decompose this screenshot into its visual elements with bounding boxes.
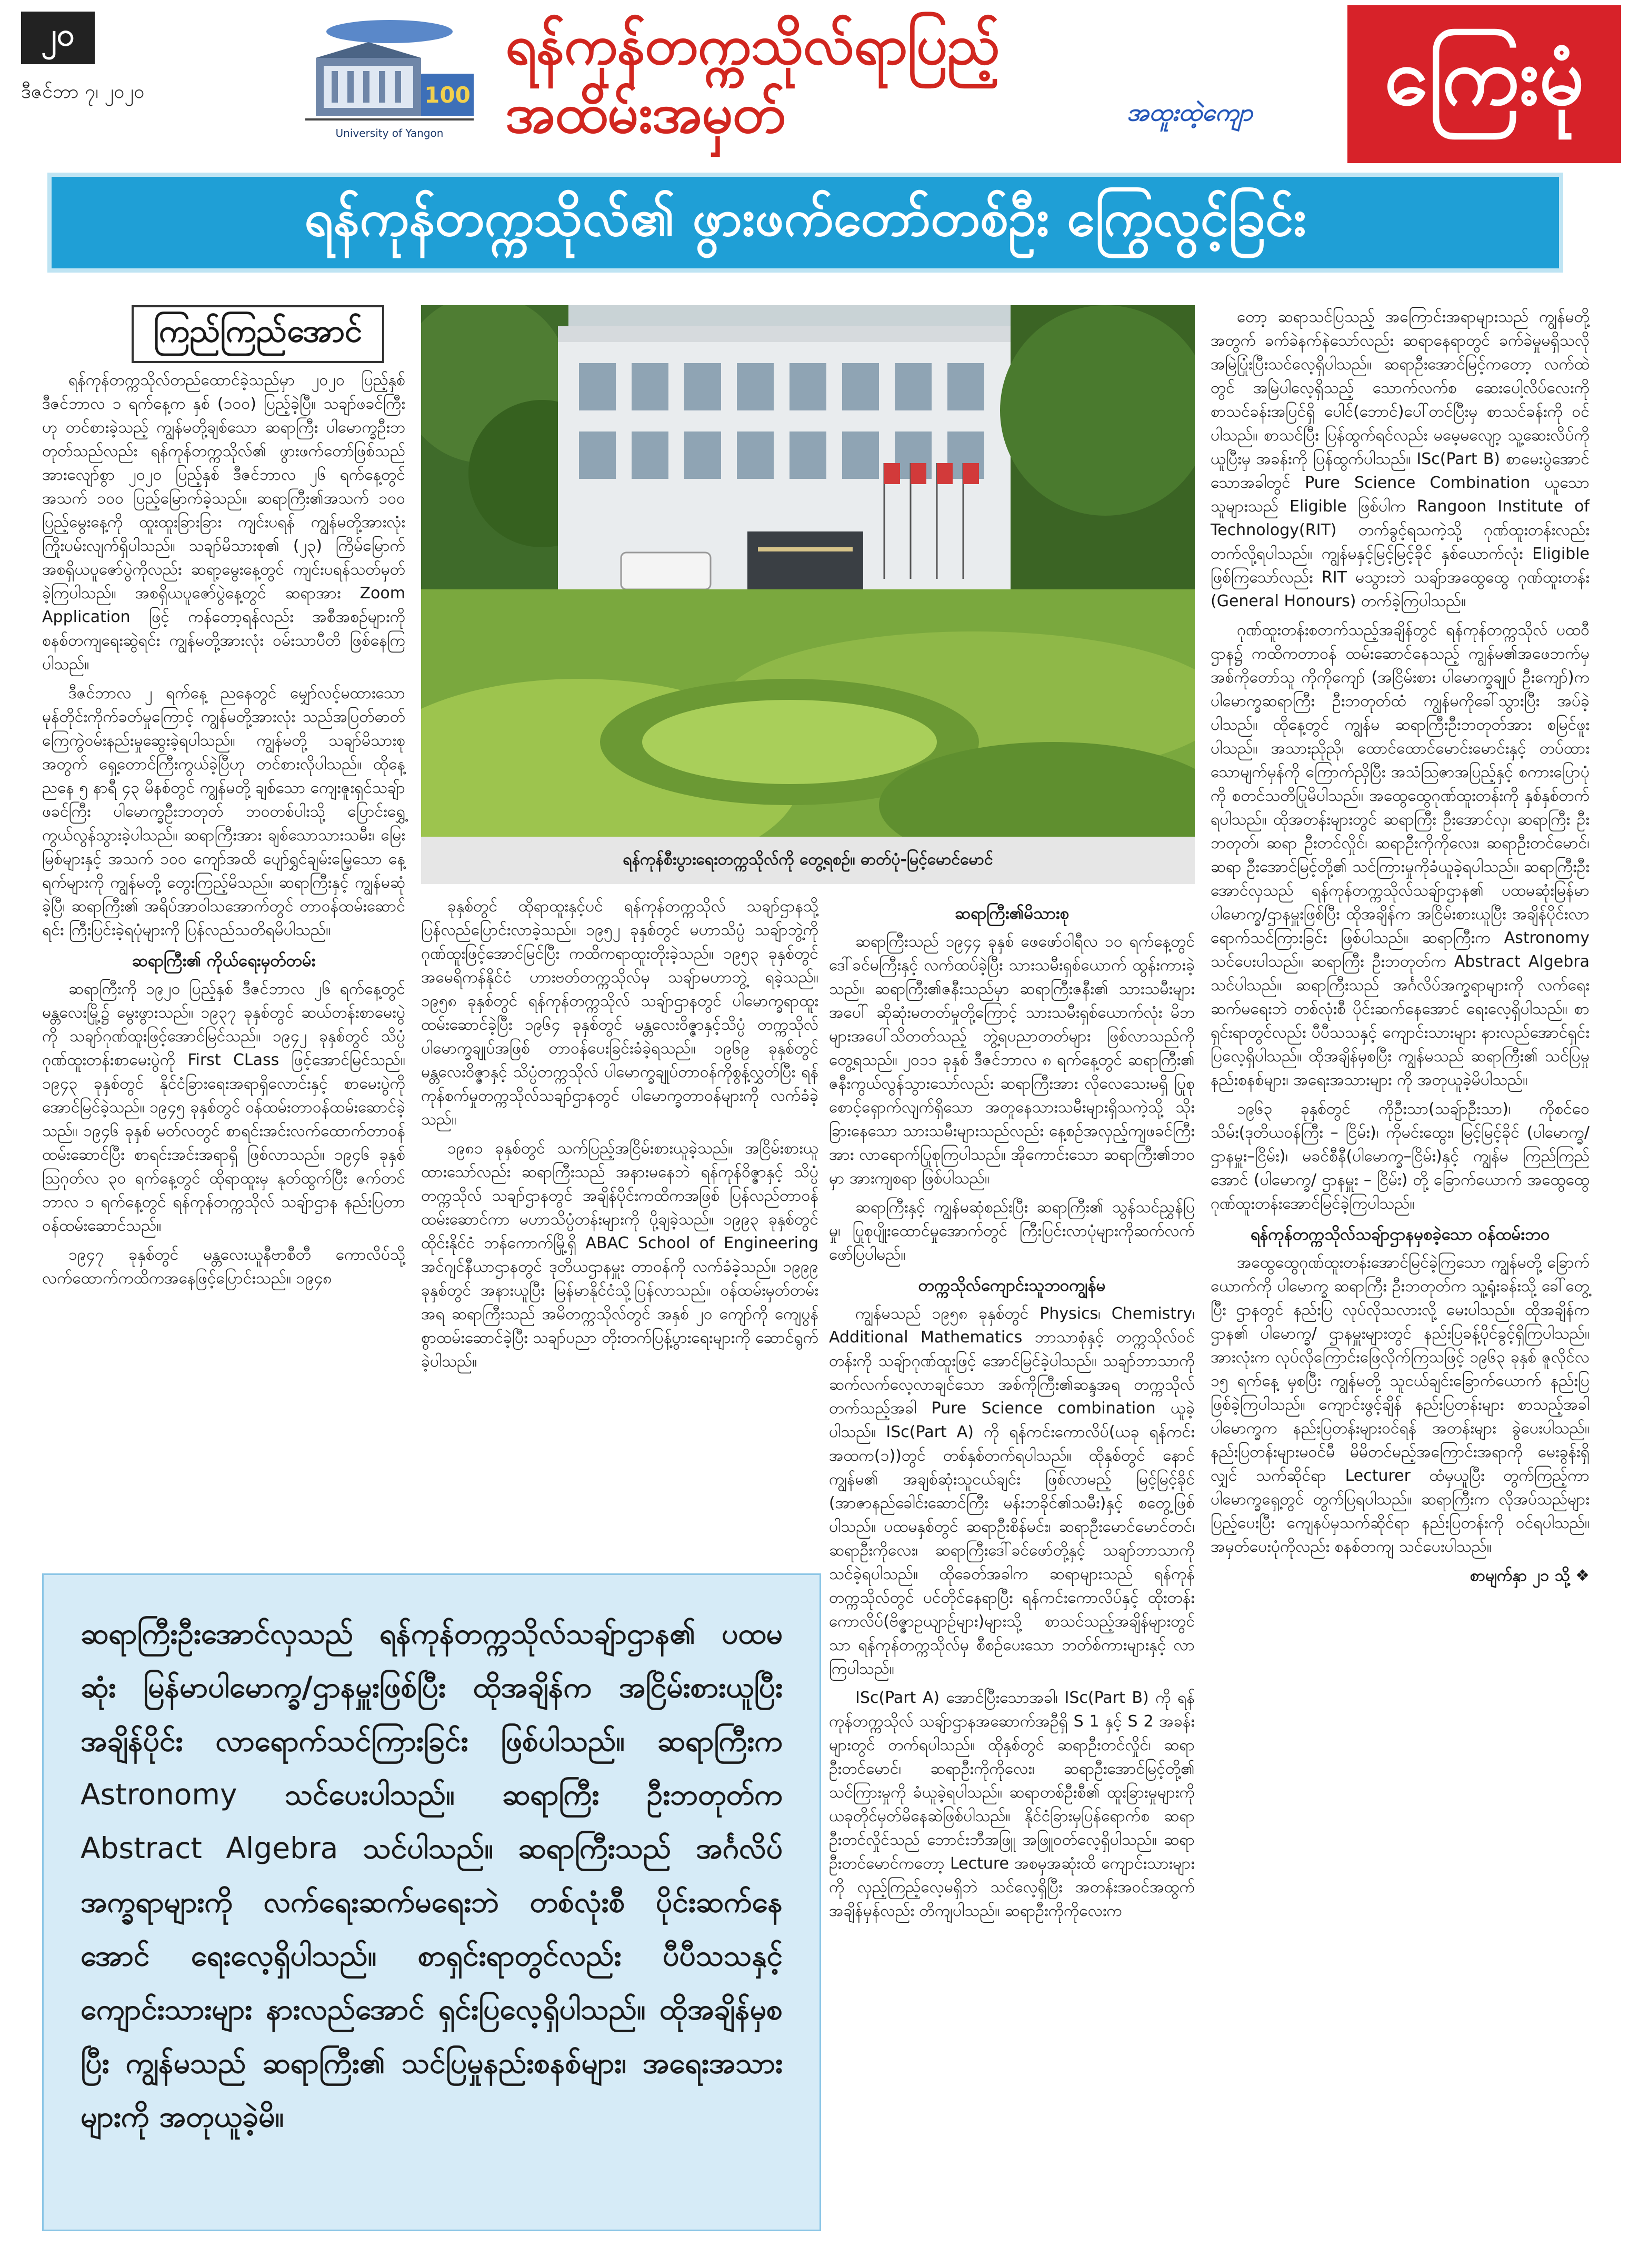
article-headline: ရန်ကုန်တက္ကသိုလ်၏ ဖွားဖက်တော်တစ်ဦး ကြွေလွင့်ခြင်း [47, 173, 1563, 273]
issue-date: ဒီဇင်ဘာ ၇၊ ၂၀၂၀ [21, 81, 145, 103]
body-paragraph: ရန်ကုန်တက္ကသိုလ်တည်ထောင်ခဲ့သည်မှာ ၂၀၂၀ ပြည့်နှစ် ဒီဇင်ဘာလ ၁ ရက်နေ့က နှစ် (၁၀၀) ပြည့်ခဲ့ပြီ။ သချာ်ဖခင်ကြီးဟု တင်စားခဲ့သည့် ကျွန်မတို့ချစ်သော ဆရာကြီး ပါမောက္ခဦးဘတုတ်သည်လည်း ရန်ကုန်တက္ကသိုလ်၏ ဖွားဖက်တော်ဖြစ်သည်အားလျော်စွာ ၂၀၂၀ ပြည့်နှစ် ဒီဇင်ဘာလ ၂၆ ရက်နေ့တွင် အသက် ၁၀၀ ပြည့်မြောက်ခဲ့သည်။ ဆရာကြီး၏အသက် ၁၀၀ ပြည့်မွေးနေ့ကို ထူးထူးခြားခြား ကျင်းပရန် ကျွန်မတို့အားလုံးကြိုးပမ်းလျက်ရှိပါသည်။ သချာ်မိသားစု၏ (၂၃) ကြိမ်မြောက် အစရှိယပူဇော်ပွဲကိုလည်း ဆရာ့မွေးနေ့တွင် ကျင်းပရန်သတ်မှတ်ခဲ့ကြပါသည်။ အစရှိယပူဇော်ပွဲနေ့တွင် ဆရာအား Zoom Application ဖြင့် ကန်တော့ရန်လည်း အစီအစဉ်များကို စနစ်တကျရေးဆွဲရင်း ကျွန်မတို့အားလုံး ဝမ်းသာပီတိ ဖြစ်နေကြပါသည်။ [42, 371, 405, 674]
section-heading: ဆရာကြီး၏ ကိုယ်ရေးမှတ်တမ်း [132, 951, 316, 970]
page-number: ၂၀ [21, 12, 95, 64]
newspaper-brand-logo: ကြေးမုံ [1347, 5, 1621, 163]
article-column-1 [42, 368, 405, 1296]
pull-quote-term: Abstract Algebra [81, 1831, 338, 1865]
pull-quote-text: သင်ပေးပါသည်။ ဆရာကြီး ဦးဘတုတ်က [284, 1778, 783, 1811]
body-paragraph: ၁၉၄၇ ခုနှစ်တွင် မန္တလေးယူနီဗာစီတီ ကောလိပ်သို့ လက်ထောက်ကထိကအနေဖြင့်ပြောင်းသည်။ ၁၉၄၈ [42, 1246, 405, 1288]
photo-caption: ရန်ကုန်စီးပွားရေးတက္ကသိုလ်ကို တွေ့ရစဉ်။ ဓာတ်ပုံ-မြင့်မောင်မောင် [421, 837, 1195, 884]
article-column-3 [829, 895, 1195, 1928]
masthead-title: ရန်ကုန်တက္ကသိုလ်ရာပြည့်အထိမ်းအမှတ် [505, 13, 1000, 145]
pull-quote-text: ဆရာကြီးဦးအောင်လှသည် ရန်ကုန်တက္ကသိုလ်သချ်ာဌာန၏ ပထမဆုံး မြန်မာပါမောက္ခ/ဌာနမှူးဖြစ်ပြီး ထိုအချိန်က အငြိမ်းစားယူပြီး အချိန်ပိုင်း လာရောက်သင်ကြားခြင်း ဖြစ်ပါသည်။ ဆရာကြီးက [81, 1617, 783, 1758]
pull-quote-term: Astronomy [81, 1778, 237, 1811]
body-paragraph: ခုနှစ်တွင် ထိုရာထူးနှင့်ပင် ရန်ကုန်တက္ကသိုလ် သချာ်ဌာနသို့ပြန်လည်ပြောင်းလာခဲ့သည်။ ၁၉၅၂ ခုနှစ်တွင် မဟာသိပ္ပံ သချ်ာဘွဲ့ကို ဂုဏ်ထူးဖြင့်အောင်မြင်ပြီး ကထိကရာထူးတိုးခဲ့သည်။ ၁၉၅၃ ခုနှစ်တွင် အမေရိကန်နိုင်ငံ ဟားဗတ်တက္ကသိုလ်မှ သချ်ာမဟာဘွဲ့ ရခဲ့သည်။ ၁၉၅၈ ခုနှစ်တွင် ရန်ကုန်တက္ကသိုလ် သချ်ာဌာနတွင် ပါမောက္ခရာထူး ထမ်းဆောင်ခဲ့ပြီး ၁၉၆၄ ခုနှစ်တွင် မန္တလေးဝိဇ္ဇာနှင့်သိပ္ပံ တက္ကသိုလ် ပါမောက္ခချုပ်အဖြစ် တာဝန်ပေးခြင်းခံခဲ့ရသည်။ ၁၉၆၉ ခုနှစ်တွင် မန္တလေးဝိဇ္ဇာနှင့် သိပ္ပံတက္ကသိုလ် ပါမောက္ခချုပ်တာဝန်ကိုစွန့်လွှတ်ပြီး ရန်ကုန်စက်မှုတက္ကသိုလ်သချာ်ဌာနတွင် ပါမောက္ခတာဝန်များကို လက်ခံခဲ့သည်။ [421, 897, 818, 1129]
body-paragraph: ဆရာကြီးကို ၁၉၂၀ ပြည့်နှစ် ဒီဇင်ဘာလ ၂၆ ရက်နေ့တွင် မန္တလေးမြို့၌ မွေးဖွားသည်။ ၁၉၃၇ ခုနှစ်တွင် ဆယ်တန်းစာမေးပွဲကို သချာ်ဂုဏ်ထူးဖြင့်အောင်မြင်သည်။ ၁၉၄၂ ခုနှစ်တွင် သိပ္ပံဂုဏ်ထူးတန်းစာမေးပွဲကို First CLass ဖြင့်အောင်မြင်သည်။ ၁၉၄၃ ခုနှစ်တွင် နိုင်ငံခြားရေးအရာရှိလောင်းနှင့် စာမေးပွဲကို အောင်မြင်ခဲ့သည်။ ၁၉၄၅ ခုနှစ်တွင် ဝန်ထမ်းတာဝန်ထမ်းဆောင်ခဲ့သည်။ ၁၉၄၆ ခုနှစ် မတ်လတွင် စာရင်းအင်းလက်ထောက်တာဝန် ထမ်းဆောင်ပြီး စာရင်းအင်းအရာရှိ ဖြစ်လာသည်။ ၁၉၄၆ ခုနှစ် ဩဂုတ်လ ၃၀ ရက်နေ့တွင် ထိုရာထူးမှ နုတ်ထွက်ပြီး ဇက်တင်ဘာလ ၁ ရက်နေ့တွင် ရန်ကုန်တက္ကသိုလ် သချ်ာဌာန နည်းပြတာဝန်ထမ်းဆောင်သည်။ [42, 980, 405, 1235]
body-paragraph: ဒီဇင်ဘာလ ၂ ရက်နေ့ ညနေတွင် မျှော်လင့်မထားသော မုန်တိုင်းကိုက်ခတ်မှုကြောင့် ကျွန်မတို့အားလုံး သည်အပြတ်ဓာတ် ကြေကွဲဝမ်းနည်းမှုဆွေးခဲ့ရပါသည်။ ကျွန်မတို့ သချာ်မိသားစုအတွက် ရှေ့တောင်ကြီးကွယ်ခဲ့ပြီဟု တင်စားလိုပါသည်။ ထိုနေ့ ညနေ ၅ နာရီ ၄၃ မိနစ်တွင် ကျွန်မတို့ ချစ်သော ကျေးဇူးရှင်သချ်ာဖခင်ကြီး ပါမောက္ခဦးဘတုတ် ဘဝတစ်ပါးသို့ ပြောင်းရွှေ့ကွယ်လွန်သွားခဲ့ပါသည်။ ဆရာကြီးအား ချစ်သောသားသမီး၊ မြေးမြစ်များနှင့် အသက် ၁၀၀ ကျော်အထိ ပျော်ရွှင်ချမ်းမြေ့သော နေ့ရက်များကို ကျွန်မတို့ တွေးကြည့်မိသည်။ ဆရာကြီးနှင့် ကျွန်မဆုံခဲ့ပြီ၊ ဆရာကြီး၏ အရိပ်အာဝါသအောက်တွင် တာဝန်ထမ်းဆောင်ရင်း ကြီးပြင်းခဲ့ရပုံများကို ပြန်လည်သတိရမိပါသည်။ [42, 684, 405, 939]
body-paragraph: ဆရာကြီးသည် ၁၉၄၄ ခုနှစ် ဖေဖော်ဝါရီလ ၁၀ ရက်နေ့တွင် ဒေါ်ခင်မကြီးနှင့် လက်ထပ်ခဲ့ပြီး သားသမီးရှစ်ယောက် ထွန်းကားခဲ့သည်။ ဆရာကြီး၏ဇနီးသည်မှာ ဆရာကြီးဇနီး၏ သားသမီးများအပေါ် ဆိုဆုံးမတတ်မှုတို့ကြောင့် သားသမီးရှစ်ယောက်လုံး မိဘများအပေါ်သိတတ်သည့် ဘွဲ့ရပညာတတ်များ ဖြစ်လာသည်ကို တွေ့ရသည်။ ၂၀၁၁ ခုနှစ် ဒီဇင်ဘာလ ၈ ရက်နေ့တွင် ဆရာကြီး၏ ဇနီးကွယ်လွန်သွားသော်လည်း ဆရာကြီးအား လိုလေသေးမရှိ ပြုစုစောင့်ရှောက်လျက်ရှိသော အတူနေသားသမီးများရှိသကဲ့သို့ သိုးခြားနေသော သားသမီးများသည်လည်း နေ့စဉ်အလှည့်ကျဖခင်ကြီးအား လာရောက်ပြုစုကြပါသည်။ အိုကောင်းသော ဆရာကြီး၏ဘဝမှာ အားကျစရာ ဖြစ်ပါသည်။ [829, 932, 1195, 1188]
section-heading: ဆရာကြီး၏မိသားစု [954, 904, 1070, 923]
article-column-2 [421, 895, 818, 1379]
pull-quote-text: သင်ပါသည်။ ဆရာကြီးသည် အင်္ဂလိပ်အက္ခရာများကို လက်ရေးဆက်မရေးဘဲ တစ်လုံးစီ ပိုင်းဆက်နေအောင် ရေးလေ့ရှိပါသည်။ စာရှင်းရာတွင်လည်း ပီပီသသနှင့် ကျောင်းသားများ နားလည်အောင် ရှင်းပြလေ့ရှိပါသည်။ ထိုအချိန်မှစပြီး ကျွန်မသည် ဆရာကြီး၏ သင်ပြမှုနည်းစနစ်များ၊ အရေးအသားများကို အတုယူခဲ့မိ။ [81, 1831, 783, 2133]
author-byline: ကြည်ကြည်အောင် [132, 305, 384, 363]
body-paragraph: ကျွန်မသည် ၁၉၅၈ ခုနှစ်တွင် Physics၊ Chemistry၊ Additional Mathematics ဘာသာစုံနှင့် တက္ကသိုလ်ဝင်တန်းကို သချ်ာဂုဏ်ထူးဖြင့် အောင်မြင်ခဲ့ပါသည်။ သချာ်ဘာသာကို ဆက်လက်လေ့လာချင်သော အစ်ကိုကြီး၏ဆန္ဒအရ တက္ကသိုလ်တက်သည့်အခါ Pure Science combination ယူခဲ့ပါသည်။ ISc(Part A) ကို ရန်ကင်းကောလိပ်(ယခု ရန်ကင်းအထက(၁))တွင် တစ်နှစ်တက်ရပါသည်။ ထိုနှစ်တွင် နောင်ကျွန်မ၏ အချစ်ဆုံးသူငယ်ချင်း ဖြစ်လာမည့် မြင့်မြင့်ခိုင် (အာဇာနည်ခေါင်းဆောင်ကြီး မန်းဘခိုင်၏သမီး)နှင့် စတွေ့ဖြစ်ပါသည်။ ပထမနှစ်တွင် ဆရာဦးစိန်မင်း၊ ဆရာဦးမောင်မောင်တင်၊ ဆရာဦးကိုလေး၊ ဆရာကြီးဒေါ်ခင်ဖော်တို့နှင့် သချာ်ဘာသာကို သင်ခဲ့ရပါသည်။ ထိုခေတ်အခါက ဆရာများသည် ရန်ကုန်တက္ကသိုလ်တွင် ပင်တိုင်နေရာပြီး ရန်ကင်းကောလိပ်နှင့် ထိုးတန်းကောလိပ်(ဗိဇ္ဇာဥယျာဉ်များ)များသို့ စာသင်သည့်အချိန်များတွင်သာ ရန်ကုန်တက္ကသိုလ်မှ စီစဉ်ပေးသော ဘတ်စ်ကားများနှင့် လာကြပါသည်။ [829, 1304, 1195, 1678]
campus-building-image [421, 305, 1195, 837]
pull-quote [42, 1573, 821, 2231]
body-paragraph: ၁၉၆၃ ခုနှစ်တွင် ကိုဦးသာ(သချ်ာဦးသာ)၊ ကိုစင်ဝေသိမ်း(ဒုတိယဝန်ကြီး – ငြိမ်း)၊ ကိုမင်းထွေး၊ မြင့်မြင့်ခိုင် (ပါမောက္ခ/ဌာနမှူး–ငြိမ်း)၊ မခင်စီနီ(ပါမောက္ခ–ငြိမ်း)နှင့် ကျွန်မ ကြည်ကြည်အောင် (ပါမောက္ခ/ ဌာနမှူး – ငြိမ်း) တို့ ခြောက်ယောက် အထွေထွေဂုဏ်ထူးတန်းအောင်မြင်ခဲ့ကြပါသည်။ [1211, 1100, 1590, 1213]
university-building-icon [295, 11, 484, 153]
body-paragraph: ဆရာကြီးနှင့် ကျွန်မဆုံစည်းပြီး ဆရာကြီး၏ သွန်သင်ညွှန်ပြမှု၊ ပြုစုပျိုးထောင်မှုအောက်တွင် ကြီးပြင်းလာပုံများကိုဆက်လက်ဖော်ပြပါမည်။ [829, 1198, 1195, 1264]
section-heading: ရန်ကုန်တက္ကသိုလ်သချ်ာဌာနမှစခဲ့သော ဝန်ထမ်းဘဝ [1250, 1225, 1550, 1244]
campus-photo [421, 305, 1195, 837]
body-paragraph: ၁၉၈၁ ခုနှစ်တွင် သက်ပြည့်အငြိမ်းစားယူခဲ့သည်။ အငြိမ်းစားယူထားသော်လည်း ဆရာကြီးသည် အနားမနေဘဲ ရန်ကုန်ဝိဇ္ဇာနှင့် သိပ္ပံတက္ကသိုလ် သချာ်ဌာနတွင် အချိန်ပိုင်းကထိကအဖြစ် ပြန်လည်တာဝန်ထမ်းဆောင်ကာ မဟာသိပ္ပံတန်းများကို ပို့ချခဲ့သည်။ ၁၉၉၃ ခုနှစ်တွင် ထိုင်းနိုင်ငံ ဘန်ကောက်မြို့ရှိ ABAC School of Engineering အင်ဂျင်နီယာဌာနတွင် ဒုတိယဌာနမှူး တာဝန်ကို လက်ခံခဲ့သည်။ ၁၉၉၉ ခုနှစ်တွင် အနားယူပြီး မြန်မာနိုင်ငံသို့ပြန်လာသည်။ ဝန်ထမ်းမှတ်တမ်းအရ ဆရာကြီးသည် အမိတက္ကသိုလ်တွင် အနှစ် ၂၀ ကျော်ကို ကျေပွန်စွာထမ်းဆောင်ခဲ့ပြီး သချာ်ပညာ တိုးတက်ပြန့်ပွားရေးများကို ဆောင်ရွက်ခဲ့ပါသည်။ [421, 1139, 818, 1371]
centenary-logo [295, 11, 484, 153]
body-paragraph: တော့ ဆရာသင်ပြသည့် အကြောင်းအရာများသည် ကျွန်မတို့အတွက် ခက်ခဲနက်နဲသော်လည်း ဆရာနေရာတွင် ခက်ခဲမှုမရှိသလို အမြဲပြုံးပြီးသင်လေ့ရှိပါသည်။ ဆရာဦးအောင်မြင့်ကတော့ လက်ထဲတွင် အမြဲပါလေ့ရှိသည့် သောက်လက်စ ဆေးပေါ့လိပ်လေးကို စာသင်ခန်းအပြင်ရှိ ပေါင်(ဘောင်)ပေါ်တင်ပြီးမှ စာသင်ခန်းကို ဝင်ပါသည်။ စာသင်ပြီး ပြန်ထွက်ရင်လည်း မမေ့မလျော့ သူ့ဆေးလိပ်ကိုယူပြီးမှ အခန်းကို ပြန်ထွက်ပါသည်။ ISc(Part B) စာမေးပွဲအောင်သောအခါတွင် Pure Science Combination ယူသော သူများသည် Eligible ဖြစ်ပါက Rangoon Institute of Technology(RIT) တက်ခွင့်ရသကဲ့သို့ ဂုဏ်ထူးတန်းလည်း တက်လို့ရပါသည်။ ကျွန်မနှင့်မြင့်မြင့်ခိုင် နှစ်ယောက်လုံး Eligible ဖြစ်ကြသော်လည်း RIT မသွားဘဲ သချ်ာအထွေထွေ ဂုဏ်ထူးတန်း (General Honours) တက်ခဲ့ကြပါသည်။ [1211, 308, 1590, 610]
continued-on-page: စာမျက်နှာ ၂၁ သို့ ❖ [1470, 1567, 1590, 1585]
article-column-4 [1211, 305, 1590, 1588]
svg-text:University of Yangon: University of Yangon [335, 127, 444, 139]
body-paragraph: ISc(Part A) အောင်ပြီးသောအခါ၊ ISc(Part B) ကို ရန်ကုန်တက္ကသိုလ် သချ်ာဌာနအဆောက်အဦရှိ S 1 နှင့် S 2 အခန်းများတွင် တက်ရပါသည်။ ထိုနှစ်တွင် ဆရာဦးတင်လှိုင်၊ ဆရာဦးတင်မောင်၊ ဆရာဦးကိုကိုလေး၊ ဆရာဦးအောင်မြင့်တို့၏ သင်ကြားမှုကို ခံယူခဲ့ရပါသည်။ ဆရာတစ်ဦးစီ၏ ထူးခြားမှုများကို ယခုတိုင်မှတ်မိနေဆဲဖြစ်ပါသည်။ နိုင်ငံခြားမှပြန်ရောက်စ ဆရာဦးတင်လှိုင်သည် ဘောင်းဘီအဖြူ အဖြူဝတ်လေ့ရှိပါသည်။ ဆရာဦးတင်မောင်ကတော့ Lecture အစမှအဆုံးထိ ကျောင်းသားများကို လှည့်ကြည့်လေ့မရှိဘဲ သင်လေ့ရှိပြီး အတန်းအဝင်အထွက် အချိန်မှန်လည်း တိကျပါသည်။ ဆရာဦးကိုကိုလေးက [829, 1689, 1195, 1920]
special-supplement-label: အထူးထဲ့ကျော [1126, 98, 1253, 126]
body-paragraph: အထွေထွေဂုဏ်ထူးတန်းအောင်မြင်ခဲ့ကြသော ကျွန်မတို့ ခြောက်ယောက်ကို ပါမောက္ခ ဆရာကြီး ဦးဘတုတ်က သူ့ရုံးခန်းသို့ ခေါ်တွေ့ပြီး ဌာနတွင် နည်းပြ လုပ်လိုသလားလို့ မေးပါသည်။ ထိုအချိန်က ဌာန၏ ပါမောက္ခ/ ဌာနမှူးများတွင် နည်းပြခန့်ပိုင်ခွင့်ရှိကြပါသည်။ အားလုံးက လုပ်လိုကြောင်းဖြေလိုက်ကြသဖြင့် ၁၉၆၃ ခုနှစ် ဇူလိုင်လ ၁၅ ရက်နေ့ မှစပြီး ကျွန်မတို့ သူငယ်ချင်းခြောက်ယောက် နည်းပြဖြစ်ခဲ့ကြပါသည်။ ကျောင်းဖွင့်ချိန် နည်းပြတန်းများ စာသည့်အခါ ပါမောက္ခက နည်းပြတန်းများဝင်ရန် အတန်းများ ခွဲပေးပါသည်။ နည်းပြတန်းများမဝင်မီ မိမိတင်မည့်အကြောင်းအရာကို မေးခွန်းရှိလျှင် သက်ဆိုင်ရာ Lecturer ထံမှယူပြီး တွက်ကြည့်ကာ ပါမောက္ခရှေ့တွင် တွက်ပြရပါသည်။ ဆရာကြီးက လိုအပ်သည်များပြည့်ပေးပြီး ကျေနပ်မှသက်ဆိုင်ရာ နည်းပြတန်းကို ဝင်ရပါသည်။ အမှတ်ပေးပုံကိုလည်း စနစ်တကျ သင်ပေးပါသည်။ [1211, 1253, 1590, 1556]
body-paragraph: ဂုဏ်ထူးတန်းစတက်သည့်အချိန်တွင် ရန်ကုန်တက္ကသိုလ် ပထဝီဌာန၌ ကထိကတာဝန် ထမ်းဆောင်နေသည့် ကျွန်မ၏အဖေဘက်မှ အစ်ကိုတော်သူ ကိုကိုကျော် (အငြိမ်းစား ပါမောက္ခချုပ် ဦးကျော်)က ပါမောက္ခဆရာကြီး ဦးဘတုတ်ထံ ကျွန်မကိုခေါ်သွားပြီး အပ်ခဲ့ပါသည်။ ထိုနေ့တွင် ကျွန်မ ဆရာကြီးဦးဘတုတ်အား စမြင်ဖူးပါသည်။ အသားညိုညို၊ ထောင်ထောင်မောင်းမောင်းနှင့် တပ်ထားသောမျက်မှန်ကို ကြောက်ညှိပြီး အသံသြဇာအပြည့်နှင့် စကားပြောပုံကို စတင်သတိပြုမိပါသည်။ အထွေထွေဂုဏ်ထူးတန်းကို နှစ်နှစ်တက်ရပါသည်။ ထိုအတန်းများတွင် ဆရာကြီး ဦးအောင်လှ၊ ဆရာကြီး ဦးဘတုတ်၊ ဆရာ ဦးတင်လှိုင်၊ ဆရာဦးကိုကိုလေး၊ ဆရာဦးတင်မောင်၊ ဆရာ ဦးအောင်မြင့်တို့၏ သင်ကြားမှုကိုခံယူခဲ့ရပါသည်။ ဆရာကြီးဦးအောင်လှသည် ရန်ကုန်တက္ကသိုလ်သချ်ာဌာန၏ ပထမဆုံးမြန်မာ ပါမောက္ခ/ဌာနမှူးဖြစ်ပြီး ထိုအချိန်က အငြိမ်းစားယူပြီး အချိန်ပိုင်းလာရောက်သင်ကြားခြင်း ဖြစ်ပါသည်။ ဆရာကြီးက Astronomy သင်ပေးပါသည်။ ဆရာကြီး ဦးဘတုတ်က Abstract Algebra သင်ပါသည်။ ဆရာကြီးသည် အင်္ဂလိပ်အက္ခရာများကို လက်ရေးဆက်မရေးဘဲ တစ်လုံးစီ ပိုင်းဆက်နေအောင် ရေးလေ့ရှိပါသည်။ စာရှင်းရာတွင်လည်း ပီပီသသနှင့် ကျောင်းသားများ နားလည်အောင်ရှင်းပြလေ့ရှိပါသည်။ ထိုအချိန်မှစပြီး ကျွန်မသည် ဆရာကြီး၏ သင်ပြမှုနည်းစနစ်များ၊ အရေးအသားများ ကို အတုယူခဲ့မိပါသည်။ [1211, 621, 1590, 1089]
section-heading: တက္ကသိုလ်ကျောင်းသူဘဝကျွန်မ [918, 1276, 1106, 1295]
svg-text:100: 100 [424, 82, 471, 108]
